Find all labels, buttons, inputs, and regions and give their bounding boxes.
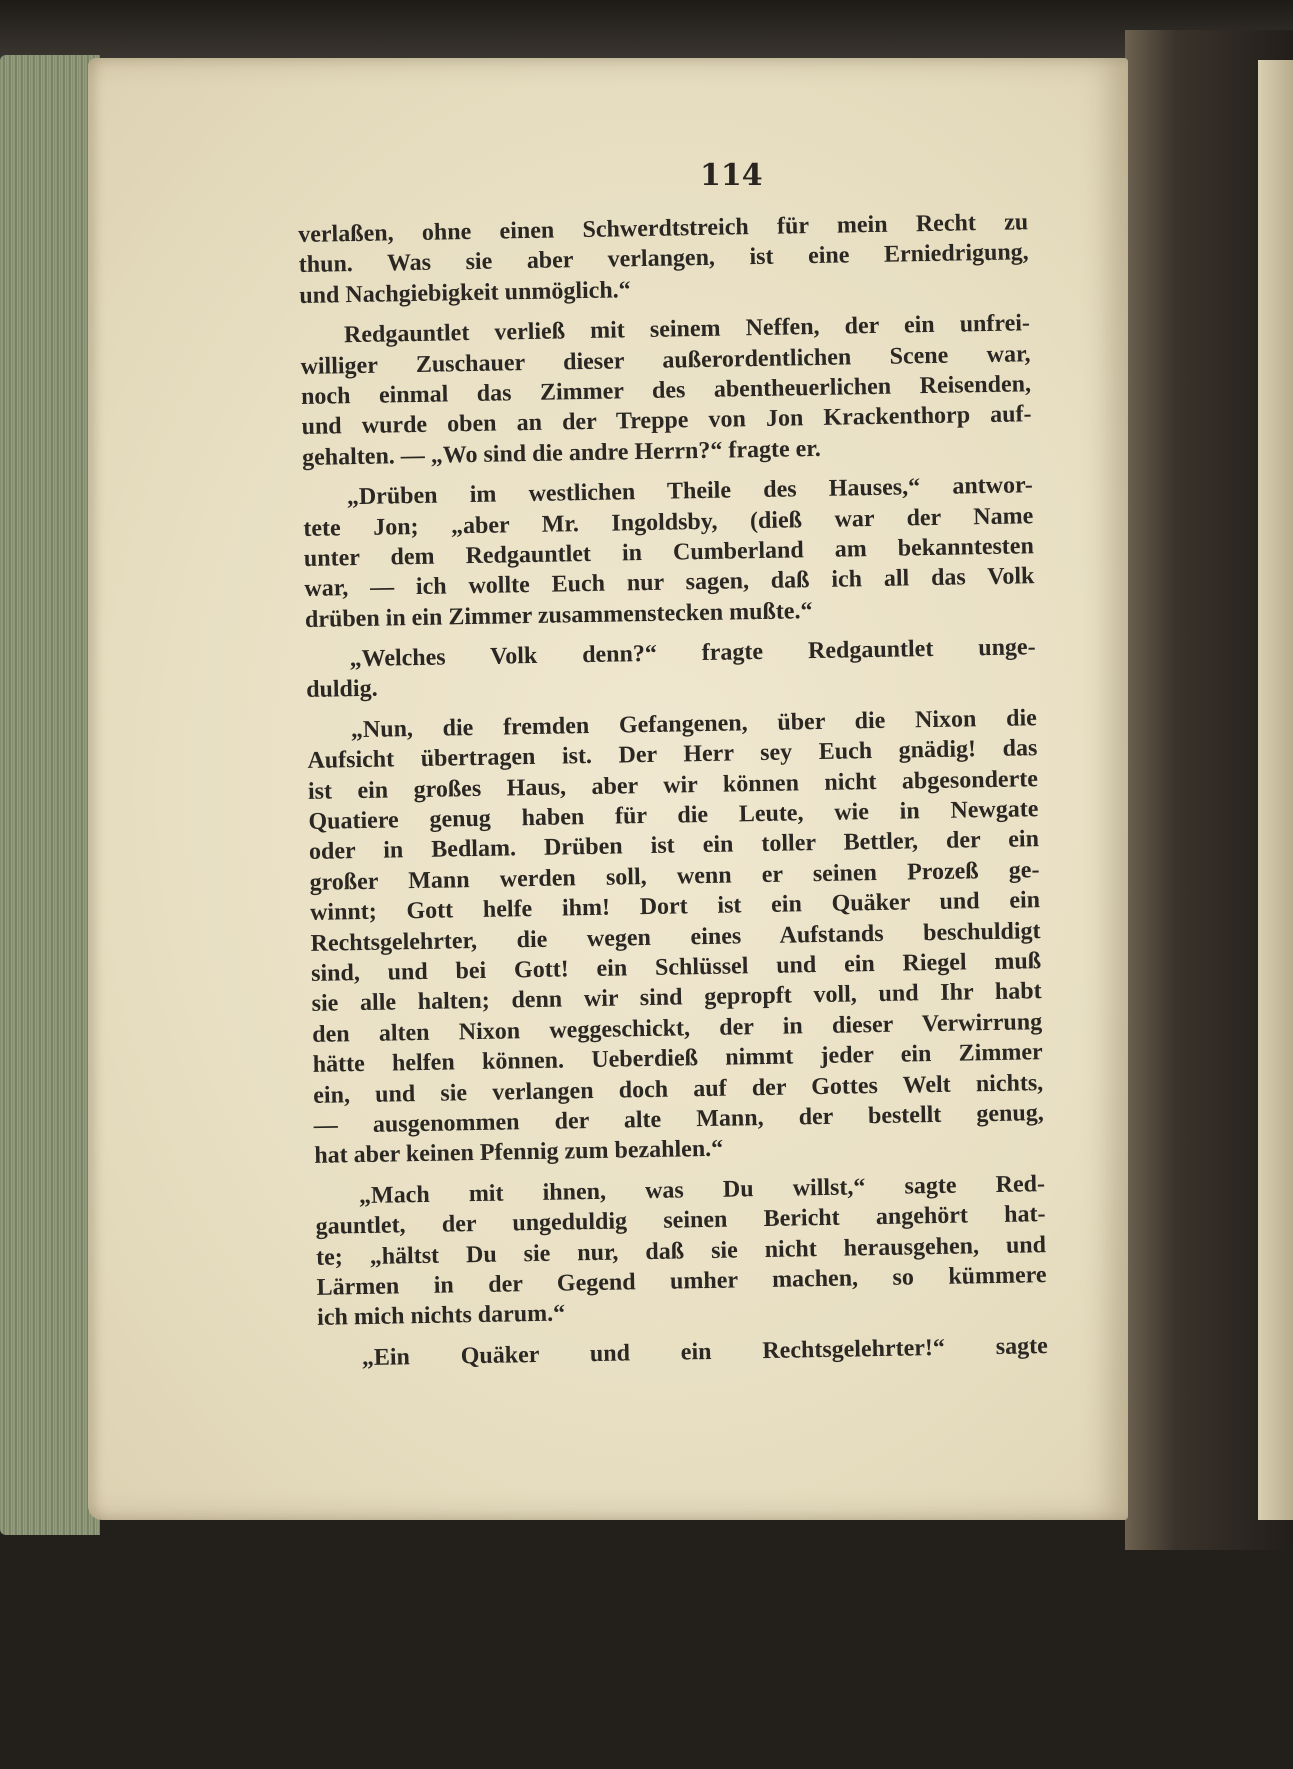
- facing-page-edge: [1258, 60, 1293, 1520]
- text-line: den alten Nixon weggeschickt, der in dieser Verwirrung: [311, 1008, 1043, 1048]
- text-line: Quatiere genug haben für die Leute, wie in Newgate: [308, 796, 1039, 835]
- text-line: gauntlet, der ungeduldig seinen Bericht angehört hat-: [315, 1201, 1046, 1240]
- text-line: und wurde oben an der Treppe von Jon Krackenthorp auf-: [301, 401, 1032, 441]
- page-number: 114: [700, 158, 763, 193]
- text-line: „Ein Quäker und ein Rechtsgelehrter!“ sagte: [361, 1332, 1048, 1371]
- paragraph: [298, 207, 1029, 311]
- text-line: duldig.: [305, 676, 378, 704]
- text-line: — ausgenommen der alte Mann, der bestellt genug,: [313, 1100, 1044, 1139]
- paragraph: [300, 308, 1033, 473]
- text-line: war, — ich wollte Euch nur sagen, daß ich all das Volk: [304, 563, 1035, 603]
- text-line: Rechtsgelehrter, die wegen eines Aufstands beschuldigt: [310, 917, 1041, 957]
- paragraph: [307, 703, 1045, 1172]
- text-line: noch einmal das Zimmer des abentheuerlichen Reisenden,: [300, 371, 1032, 410]
- text-line: williger Zuschauer dieser außerordentlichen Scene war,: [300, 340, 1031, 380]
- text-line: ist ein großes Haus, aber wir können nicht abgesonderte: [307, 765, 1039, 805]
- text-line: „Nun, die fremden Gefangenen, über die Nixon die: [350, 705, 1038, 744]
- text-line: oder in Bedlam. Drüben ist ein toller Bettler, der ein: [308, 826, 1040, 866]
- paragraph: [318, 1331, 1048, 1374]
- text-line: Redgauntlet verließ mit seinem Neffen, der ein unfrei-: [343, 310, 1031, 349]
- text-line: sind, und bei Gott! ein Schlüssel und ein Riegel muß: [310, 948, 1042, 987]
- text-line: sie alle halten; denn wir sind gepropft voll, und Ihr habt: [311, 978, 1042, 1018]
- text-line: hat aber keinen Pfennig zum bezahlen.“: [314, 1136, 724, 1170]
- paragraph: [303, 470, 1036, 635]
- text-line: te; „hältst Du sie nur, daß sie nicht herausgehen, und: [315, 1231, 1047, 1271]
- text-line: winnt; Gott helfe ihm! Dort ist ein Quäker und ein: [309, 887, 1041, 927]
- text-line: Aufsicht übertragen ist. Der Herr sey Euch gnädig! das: [307, 735, 1038, 775]
- paragraph: [305, 632, 1036, 706]
- book-top-edge: [0, 0, 1293, 60]
- text-line: ein, und sie verlangen doch auf der Gottes Welt nichts,: [313, 1069, 1044, 1109]
- text-line: gehalten. — „Wo sind die andre Herrn?“ fragte er.: [301, 435, 821, 471]
- text-line: „Welches Volk denn?“ fragte Redgauntlet unge-: [349, 634, 1036, 673]
- text-line: Lärmen in der Gegend umher machen, so kümmere: [316, 1261, 1047, 1301]
- text-line: thun. Was sie aber verlangen, ist eine Erniedrigung,: [298, 239, 1029, 279]
- page-edges: [0, 55, 100, 1535]
- text-line: großer Mann werden soll, wenn er seinen Prozeß ge-: [309, 856, 1040, 896]
- text-line: „Mach mit ihnen, was Du willst,“ sagte Red-: [358, 1170, 1046, 1209]
- text-line: ich mich nichts darum.“: [316, 1300, 566, 1332]
- text-line: verlaßen, ohne einen Schwerdtstreich für mein Recht zu: [298, 209, 1029, 248]
- text-line: „Drüben im westlichen Theile des Hauses,“ antwor-: [346, 472, 1033, 511]
- text-line: und Nachgiebigkeit unmöglich.“: [299, 276, 631, 309]
- text-line: hätte helfen können. Ueberdieß nimmt jeder ein Zimmer: [312, 1039, 1043, 1079]
- text-line: drüben in ein Zimmer zusammenstecken mußte.“: [304, 597, 813, 633]
- text-line: unter dem Redgauntlet in Cumberland am bekanntesten: [303, 533, 1035, 572]
- paragraph: [315, 1169, 1048, 1334]
- text-line: tete Jon; „aber Mr. Ingoldsby, (dieß war der Name: [303, 502, 1034, 542]
- body-text: [298, 207, 1048, 1384]
